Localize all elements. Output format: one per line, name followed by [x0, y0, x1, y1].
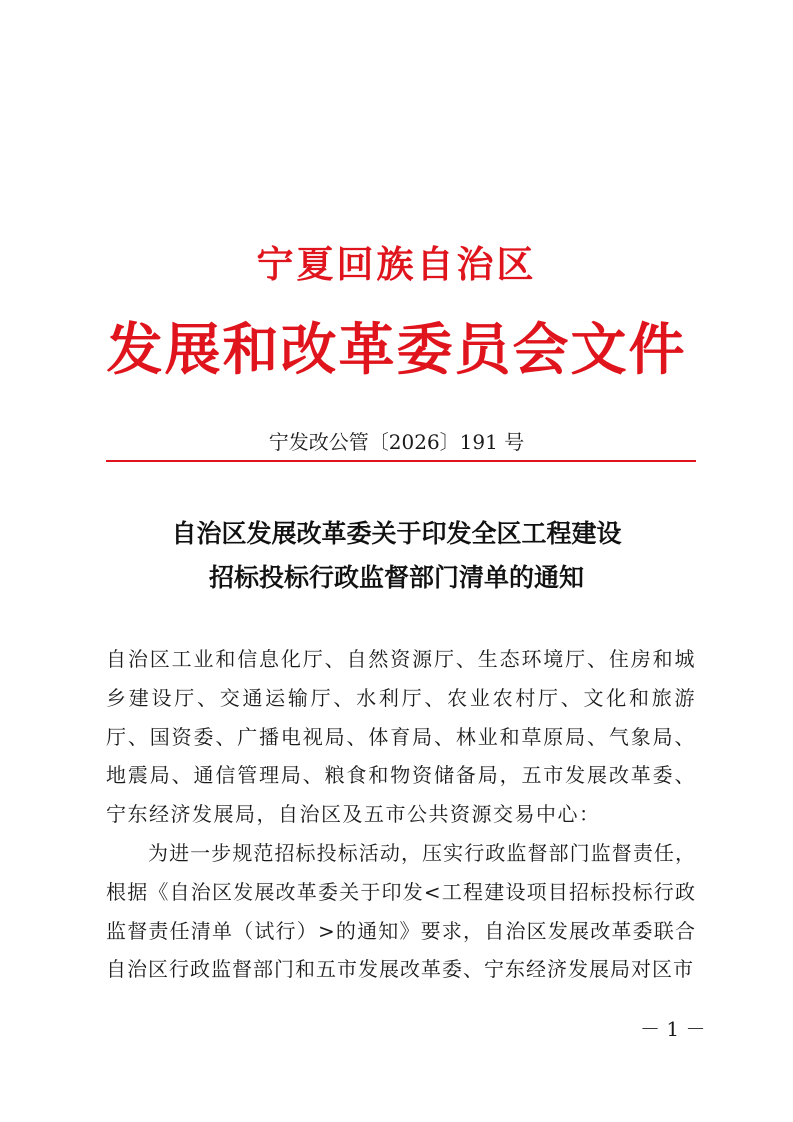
- red-divider-line: [106, 460, 696, 462]
- issuing-org-region: 宁夏回族自治区: [256, 242, 537, 286]
- document-body: [106, 640, 696, 989]
- page-number: － 1 －: [640, 1017, 706, 1041]
- document-title: [0, 512, 793, 600]
- document-title-line-2: 招标投标行政监督部门清单的通知: [208, 563, 584, 592]
- document-number: 宁发改公管〔2026〕191 号: [268, 430, 525, 454]
- addressee-paragraph: 自治区工业和信息化厅、自然资源厅、生态环境厅、住房和城乡建设厅、交通运输厅、水利厅、农业农村厅、文化和旅游厅、国资委、广播电视局、体育局、林业和草原局、气象局、地震局、通信管理局、粮食和物资储备局，五市发展改革委、宁东经济发展局，自治区及五市公共资源交易中心：: [106, 647, 696, 827]
- document-title-line-1: 自治区发展改革委关于印发全区工程建设: [171, 519, 622, 548]
- issuing-org-file-header: 发展和改革委员会文件: [106, 317, 687, 383]
- body-paragraph-1: 为进一步规范招标投标活动，压实行政监督部门监督责任，根据《自治区发展改革委关于印发<工程建设项目招标投标行政监督责任清单（试行）>的通知》要求，自治区发展改革委联合自治区行政监督部门和五市发展改革委、宁东经济发展局对区市: [106, 840, 696, 982]
